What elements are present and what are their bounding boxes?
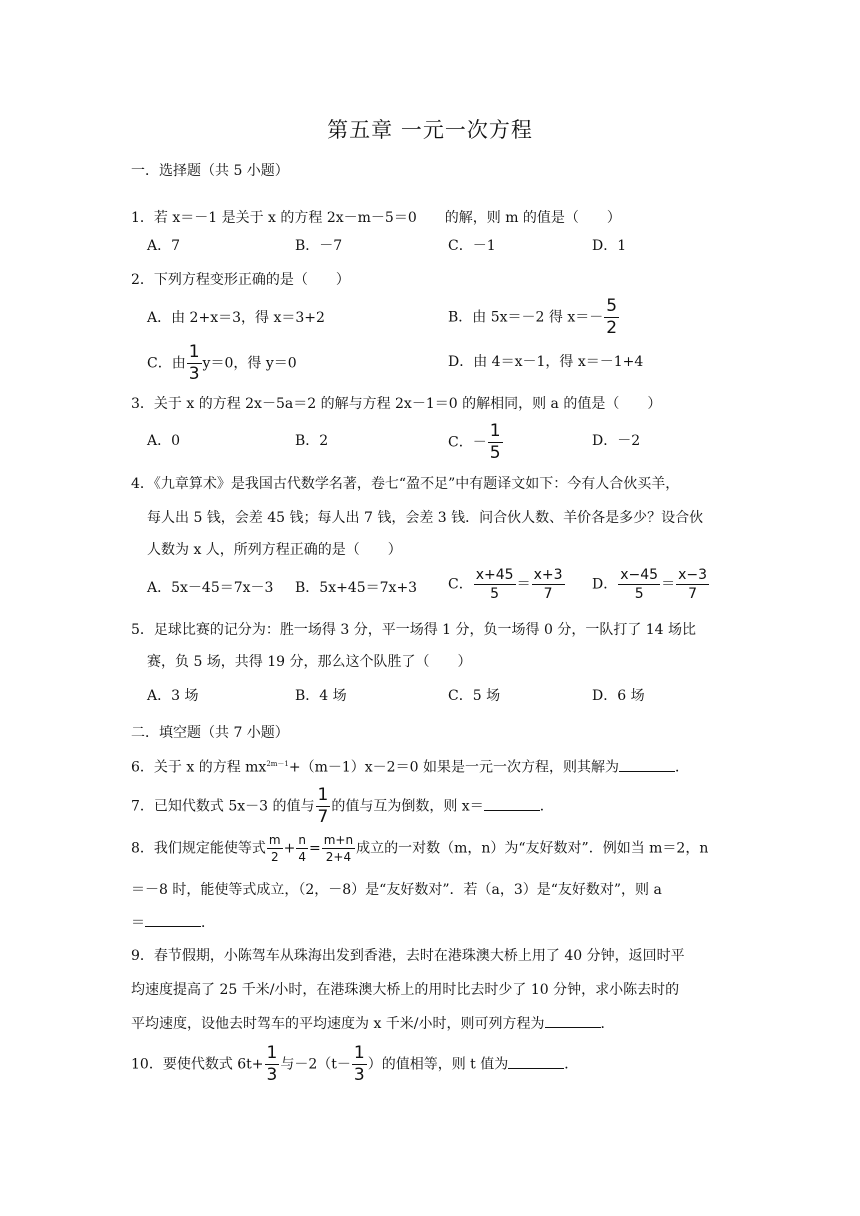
question-4-line-3: 人数为 x 人，所列方程正确的是（ ） (147, 542, 402, 558)
question-2-option-a: A．由 2+x＝3，得 x＝3+2 (147, 310, 325, 326)
question-4-line-1: 4．《九章算术》是我国古代数学名著，卷七“盈不足”中有题译文如下：今有人合伙买羊， (131, 476, 680, 492)
question-10-text: 10．要使代数式 6t+ (131, 1056, 264, 1073)
question-6-text: 6．关于 x 的方程 mx (131, 759, 267, 776)
fraction-numerator: 1 (353, 1043, 365, 1063)
fraction-denominator: 7 (688, 586, 697, 602)
question-5-line-1: 5．足球比赛的记分为：胜一场得 3 分，平一场得 1 分，负一场得 0 分，一队打了 14 场比 (131, 622, 697, 638)
fraction (352, 1045, 367, 1084)
question-7 (131, 787, 554, 826)
question-5-line-2: 赛，负 5 场，共得 19 分，那么这个队胜了（ ） (147, 654, 472, 670)
fraction-denominator: 3 (353, 1065, 365, 1085)
question-10-text-end: ）的值相等，则 t 值为 (367, 1056, 509, 1073)
period: ． (201, 915, 215, 931)
question-1-option-d: D．1 (592, 238, 627, 254)
question-9-line-3 (131, 1014, 615, 1034)
question-4-option-a: A．5x－45＝7x－3 (147, 580, 274, 596)
question-5-option-d: D．6 场 (592, 688, 645, 704)
fraction-denominator: 5 (490, 586, 500, 602)
question-3-option-c-text: C．－ (448, 434, 487, 451)
question-7-text-end: 的值与互为倒数，则 x＝ (331, 798, 484, 815)
question-4-option-c-text: C． (448, 576, 473, 593)
fraction-denominator: 3 (266, 1065, 278, 1085)
fraction-numerator: x+45 (475, 567, 514, 583)
question-7-text: 7．已知代数式 5x－3 的值与 (131, 798, 315, 815)
fraction-denominator: 5 (489, 443, 501, 463)
question-8-text: 8．我们规定能使等式 (131, 840, 266, 857)
fraction (267, 834, 283, 863)
question-10 (131, 1045, 578, 1084)
fraction-denominator: 3 (188, 364, 200, 384)
question-9-line-1: 9．春节假期，小陈驾车从珠海出发到香港，去时在港珠澳大桥上用了 40 分钟，返回时平 (131, 948, 685, 964)
question-6-text-end: +（m－1）x－2＝0 如果是一元一次方程，则其解为 (288, 759, 619, 776)
question-4-option-b: B．5x+45＝7x+3 (295, 580, 418, 596)
fraction (265, 1045, 280, 1084)
fraction-numerator: 1 (317, 785, 329, 805)
question-5-option-b: B．4 场 (295, 688, 347, 704)
question-3-stem: 3．关于 x 的方程 2x－5a＝2 的解与方程 2x－1＝0 的解相同，则 a 的值是（ ） (131, 396, 662, 412)
question-4-line-2: 每人出 5 钱，会差 45 钱；每人出 7 钱，会差 3 钱．问合伙人数、羊价各是多少？设合伙 (147, 510, 704, 526)
question-3-option-c (448, 423, 504, 462)
answer-blank (545, 1015, 601, 1028)
equals-sign: = (309, 840, 321, 857)
fraction-numerator: n (298, 833, 306, 847)
question-8-line-2: ＝－8 时，能使等式成立，（2，－8）是“友好数对”．若（a，3）是“友好数对”，则 a (131, 882, 662, 898)
fraction-denominator: 7 (317, 807, 329, 827)
question-8-text-end: 成立的一对数（m，n）为“友好数对”．例如当 m＝2，n (356, 840, 709, 857)
question-2-option-c-text: C．由 (147, 355, 186, 372)
question-3-option-d: D．－2 (592, 433, 641, 449)
fraction-numerator: 1 (489, 421, 501, 441)
fraction (187, 344, 202, 383)
answer-blank (508, 1056, 564, 1069)
section-heading-fill-blank: 二．填空题（共 7 小题） (131, 725, 289, 741)
question-8-line-3 (131, 913, 215, 933)
fraction-numerator: 5 (606, 296, 618, 316)
answer-blank (145, 914, 201, 927)
question-4-option-c (448, 568, 566, 601)
fraction-numerator: m+n (323, 833, 354, 847)
fraction (618, 568, 660, 601)
question-2-option-b (448, 298, 620, 337)
period: ． (564, 1056, 579, 1073)
question-2-option-d: D．由 4＝x－1，得 x＝－1+4 (448, 354, 644, 370)
question-5-option-c: C．5 场 (448, 688, 501, 704)
question-9-text: 平均速度，设他去时驾车的平均速度为 x 千米/小时，则可列方程为 (131, 1016, 545, 1032)
question-9-line-2: 均速度提高了 25 千米/小时，在港珠澳大桥上的用时比去时少了 10 分钟，求小陈去时的 (131, 982, 680, 998)
fraction (532, 568, 565, 601)
fraction-numerator: x−45 (620, 567, 659, 583)
question-4-option-d (592, 568, 710, 601)
question-3-option-a: A．0 (147, 433, 181, 449)
page-title: 第五章 一元一次方程 (327, 118, 533, 142)
equals-sign: ＝ (131, 915, 145, 931)
equals-sign: ＝ (516, 576, 531, 593)
fraction-denominator: 2 (270, 850, 279, 864)
fraction-numerator: m (268, 833, 281, 847)
fraction-denominator: 2 (606, 318, 618, 338)
answer-blank (619, 759, 675, 772)
question-4-option-d-text: D． (592, 576, 618, 593)
period: ． (539, 798, 554, 815)
question-1-option-b: B．－7 (295, 238, 343, 254)
question-1-stem: 1．若 x＝－1 是关于 x 的方程 2x－m－5＝0 的解，则 m 的值是（ ） (131, 210, 621, 226)
fraction (488, 423, 503, 462)
fraction (316, 787, 331, 826)
fraction-numerator: x−3 (678, 567, 708, 583)
fraction (322, 834, 355, 863)
period: ． (600, 1016, 615, 1032)
fraction (474, 568, 516, 601)
question-2-stem: 2．下列方程变形正确的是（ ） (131, 272, 350, 288)
fraction-denominator: 2+4 (325, 850, 352, 864)
question-2-option-b-text: B．由 5x＝－2 得 x＝－ (448, 309, 604, 326)
plus-sign: + (283, 840, 296, 857)
fraction-numerator: x+3 (533, 567, 563, 583)
question-6 (131, 754, 689, 778)
fraction (676, 568, 709, 601)
question-5-option-a: A．3 场 (147, 688, 199, 704)
fraction-denominator: 5 (634, 586, 644, 602)
question-3-option-b: B．2 (295, 433, 329, 449)
fraction (296, 834, 308, 863)
section-heading-choice: 一．选择题（共 5 小题） (131, 163, 289, 179)
question-8-line-1 (131, 834, 708, 863)
question-2-option-c (147, 344, 297, 383)
fraction (604, 298, 619, 337)
answer-blank (484, 798, 540, 811)
question-1-option-c: C．－1 (448, 238, 496, 254)
equals-sign: ＝ (661, 576, 676, 593)
fraction-denominator: 4 (298, 850, 306, 864)
question-10-text-mid: 与－2（t－ (280, 1056, 351, 1073)
question-2-option-c-text-end: y＝0，得 y＝0 (202, 355, 297, 372)
exponent: 2m－1 (266, 760, 289, 768)
question-1-option-a: A．7 (147, 238, 181, 254)
period: ． (674, 759, 689, 776)
fraction-numerator: 1 (266, 1043, 278, 1063)
fraction-numerator: 1 (188, 342, 200, 362)
fraction-denominator: 7 (543, 586, 553, 602)
